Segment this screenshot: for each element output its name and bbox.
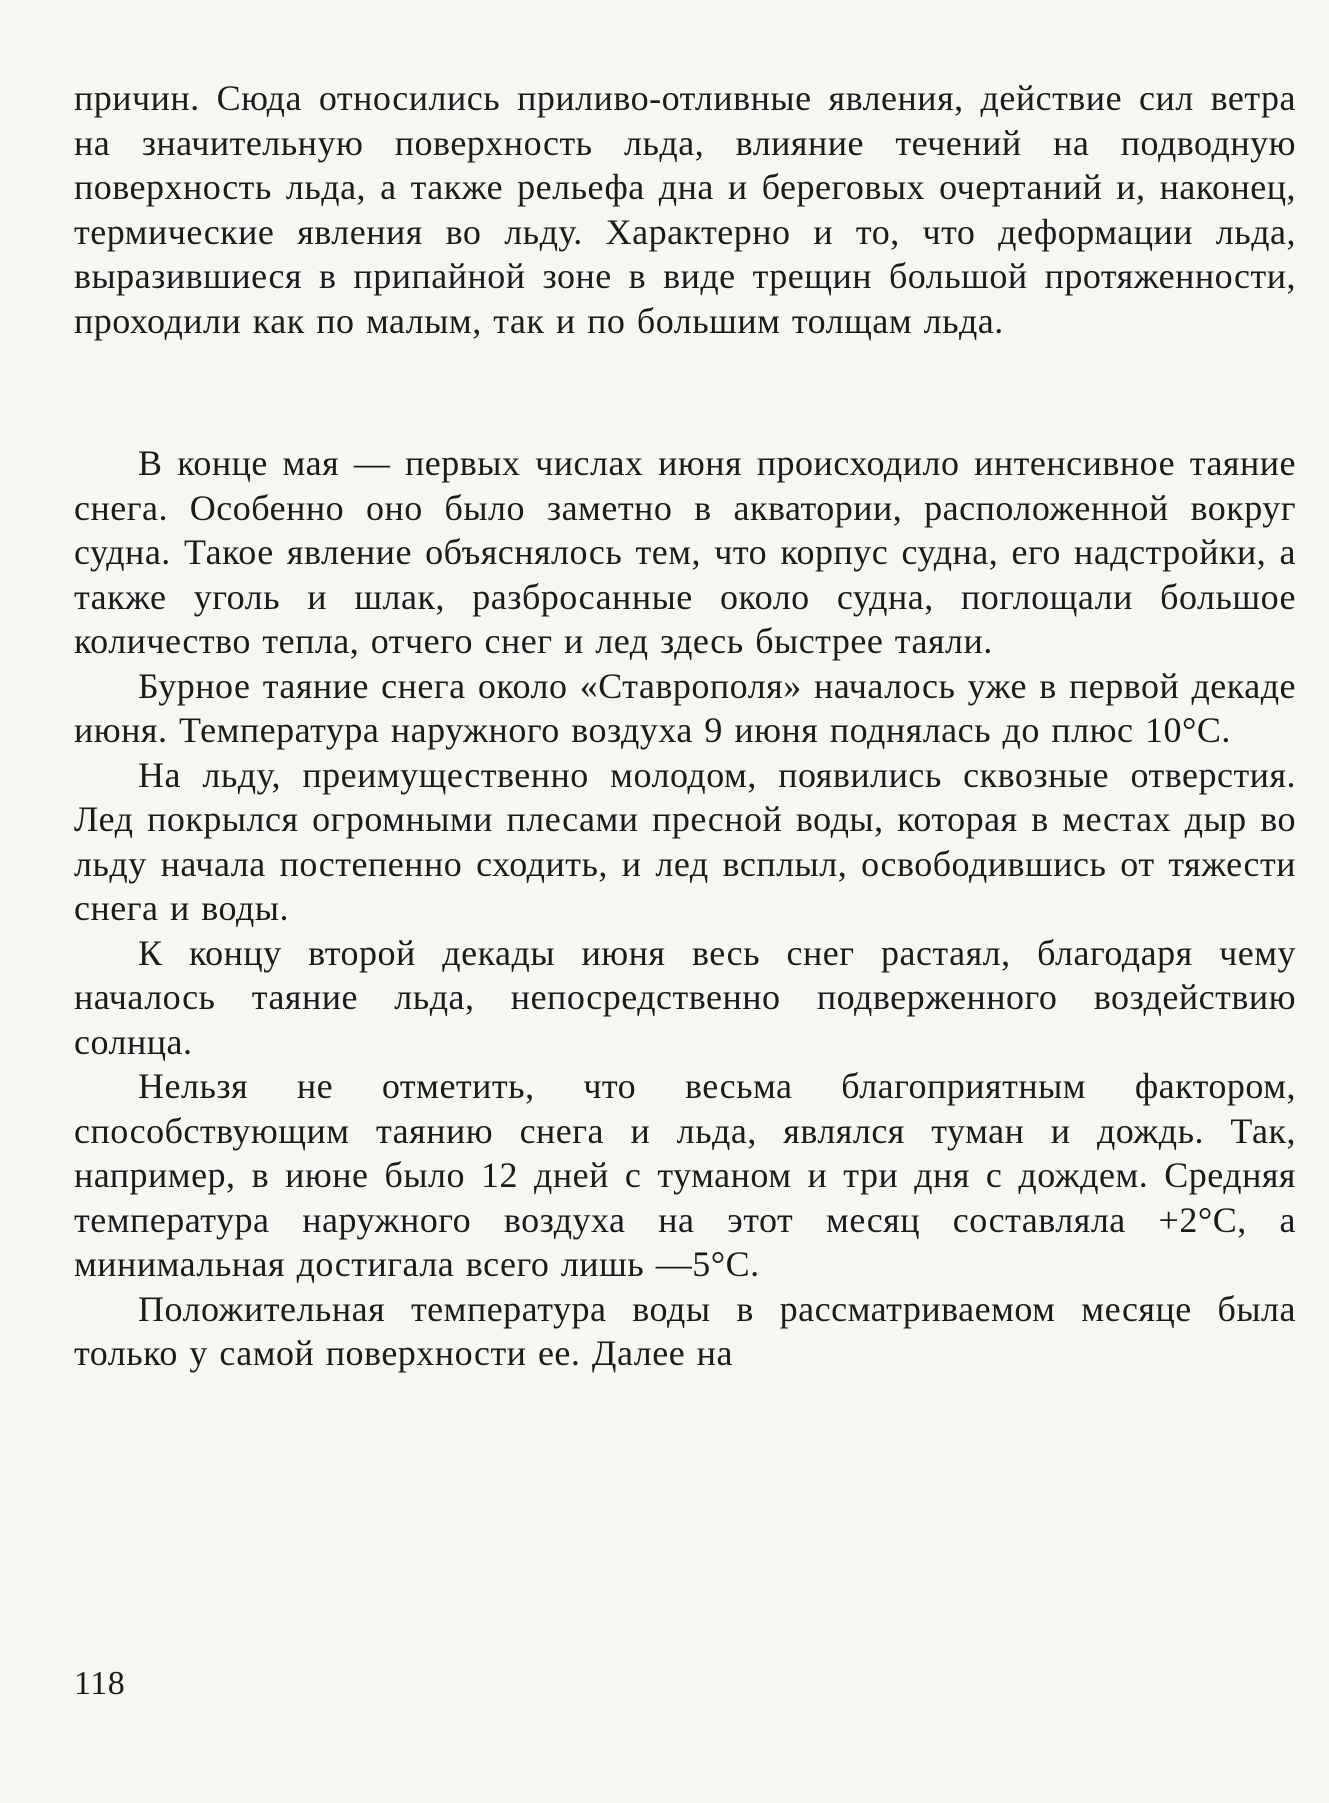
paragraph: К концу второй декады июня весь снег растаял, благодаря чему началось таяние льда, непосредственно подверженного воздействию солнца. (74, 932, 1296, 1062)
page-number: 118 (74, 1665, 126, 1702)
paragraph: причин. Сюда относились приливо-отливные явления, действие сил ветра на значительную поверхность льда, влияние течений на подводную поверхность льда, а также рельефа дна и береговых очертаний и, наконец, термические явления во льду. Характерно и то, что деформации льда, выразившиеся в припайной зоне в виде трещин большой протяженности, проходили как по малым, так и по большим толщам льда. (74, 78, 1296, 341)
paragraph: Бурное таяние снега около «Ставрополя» началось уже в первой декаде июня. Температура наружного воздуха 9 июня поднялась до плюс 10°С. (74, 665, 1296, 750)
paragraph: Нельзя не отметить, что весьма благоприятным фактором, способствующим таянию снега и льда, являлся туман и дождь. Так, например, в июне было 12 дней с туманом и три дня с дождем. Средняя температура наружного воздуха на этот месяц составляла +2°С, а минимальная достигала всего лишь —5°С. (74, 1066, 1296, 1284)
page-body (74, 76, 1296, 1376)
paragraph: Положительная температура воды в рассматриваемом месяце была только у самой поверхности ее. Далее на (74, 1288, 1296, 1373)
paragraph: В конце мая — первых числах июня происходило интенсивное таяние снега. Особенно оно было заметно в акватории, расположенной вокруг судна. Такое явление объяснялось тем, что корпус судна, его надстройки, а также уголь и шлак, разбросанные около судна, поглощали большое количество тепла, отчего снег и лед здесь быстрее таяли. (74, 443, 1296, 661)
section-break (74, 343, 1296, 441)
paragraph: На льду, преимущественно молодом, появились сквозные отверстия. Лед покрылся огромными плесами пресной воды, которая в местах дыр во льду начала постепенно сходить, и лед всплыл, освободившись от тяжести снега и воды. (74, 754, 1296, 928)
